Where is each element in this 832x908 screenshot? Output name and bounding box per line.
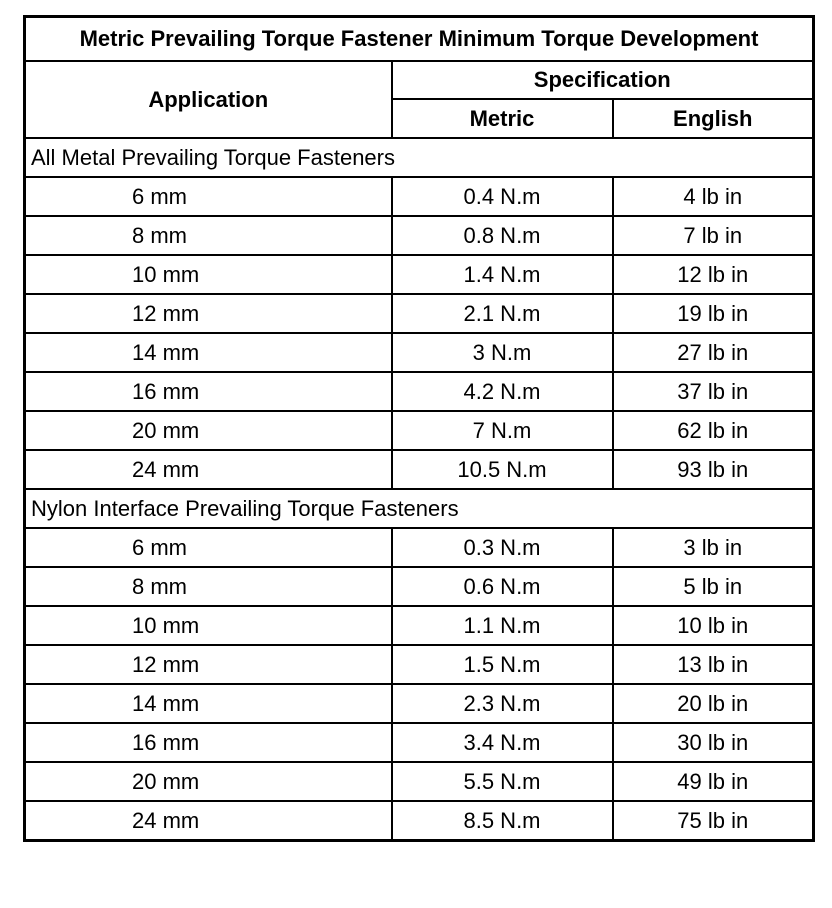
table-row [25,762,814,801]
section-title: Nylon Interface Prevailing Torque Fasteners [25,489,814,528]
header-application: Application [25,61,392,138]
cell-metric: 0.4 N.m [392,177,613,216]
table-row [25,723,814,762]
cell-application: 12 mm [25,645,392,684]
cell-application: 20 mm [25,411,392,450]
cell-english: 4 lb in [613,177,814,216]
table-title-row [25,17,814,62]
cell-metric: 4.2 N.m [392,372,613,411]
cell-application: 10 mm [25,255,392,294]
cell-metric: 10.5 N.m [392,450,613,489]
table-row [25,567,814,606]
cell-metric: 8.5 N.m [392,801,613,841]
table-row [25,528,814,567]
cell-english: 37 lb in [613,372,814,411]
table-row [25,333,814,372]
section-row [25,138,814,177]
cell-application: 16 mm [25,723,392,762]
table-row [25,372,814,411]
cell-english: 5 lb in [613,567,814,606]
table-row [25,645,814,684]
cell-english: 93 lb in [613,450,814,489]
cell-metric: 5.5 N.m [392,762,613,801]
cell-english: 7 lb in [613,216,814,255]
cell-metric: 2.3 N.m [392,684,613,723]
cell-english: 3 lb in [613,528,814,567]
cell-english: 75 lb in [613,801,814,841]
table-row [25,801,814,841]
cell-metric: 1.5 N.m [392,645,613,684]
cell-metric: 1.4 N.m [392,255,613,294]
cell-application: 20 mm [25,762,392,801]
cell-english: 49 lb in [613,762,814,801]
table-row [25,606,814,645]
cell-metric: 0.3 N.m [392,528,613,567]
cell-english: 27 lb in [613,333,814,372]
table-row [25,450,814,489]
header-metric: Metric [392,99,613,138]
cell-application: 14 mm [25,684,392,723]
cell-metric: 3 N.m [392,333,613,372]
cell-english: 19 lb in [613,294,814,333]
cell-english: 12 lb in [613,255,814,294]
cell-application: 24 mm [25,450,392,489]
cell-english: 10 lb in [613,606,814,645]
cell-application: 8 mm [25,567,392,606]
cell-application: 6 mm [25,528,392,567]
cell-application: 10 mm [25,606,392,645]
cell-english: 13 lb in [613,645,814,684]
cell-application: 8 mm [25,216,392,255]
header-row-top [25,61,814,99]
cell-metric: 0.8 N.m [392,216,613,255]
header-english: English [613,99,814,138]
cell-application: 14 mm [25,333,392,372]
cell-metric: 3.4 N.m [392,723,613,762]
cell-english: 30 lb in [613,723,814,762]
cell-application: 16 mm [25,372,392,411]
cell-metric: 0.6 N.m [392,567,613,606]
header-specification: Specification [392,61,814,99]
torque-spec-table [23,15,815,842]
table-row [25,294,814,333]
cell-english: 20 lb in [613,684,814,723]
cell-application: 6 mm [25,177,392,216]
cell-metric: 1.1 N.m [392,606,613,645]
cell-metric: 2.1 N.m [392,294,613,333]
table-title: Metric Prevailing Torque Fastener Minimum Torque Development [25,17,814,62]
section-title: All Metal Prevailing Torque Fasteners [25,138,814,177]
torque-spec-table-body [25,17,814,841]
table-row [25,216,814,255]
cell-application: 12 mm [25,294,392,333]
section-row [25,489,814,528]
cell-application: 24 mm [25,801,392,841]
table-row [25,684,814,723]
cell-english: 62 lb in [613,411,814,450]
table-row [25,255,814,294]
table-row [25,177,814,216]
table-row [25,411,814,450]
cell-metric: 7 N.m [392,411,613,450]
